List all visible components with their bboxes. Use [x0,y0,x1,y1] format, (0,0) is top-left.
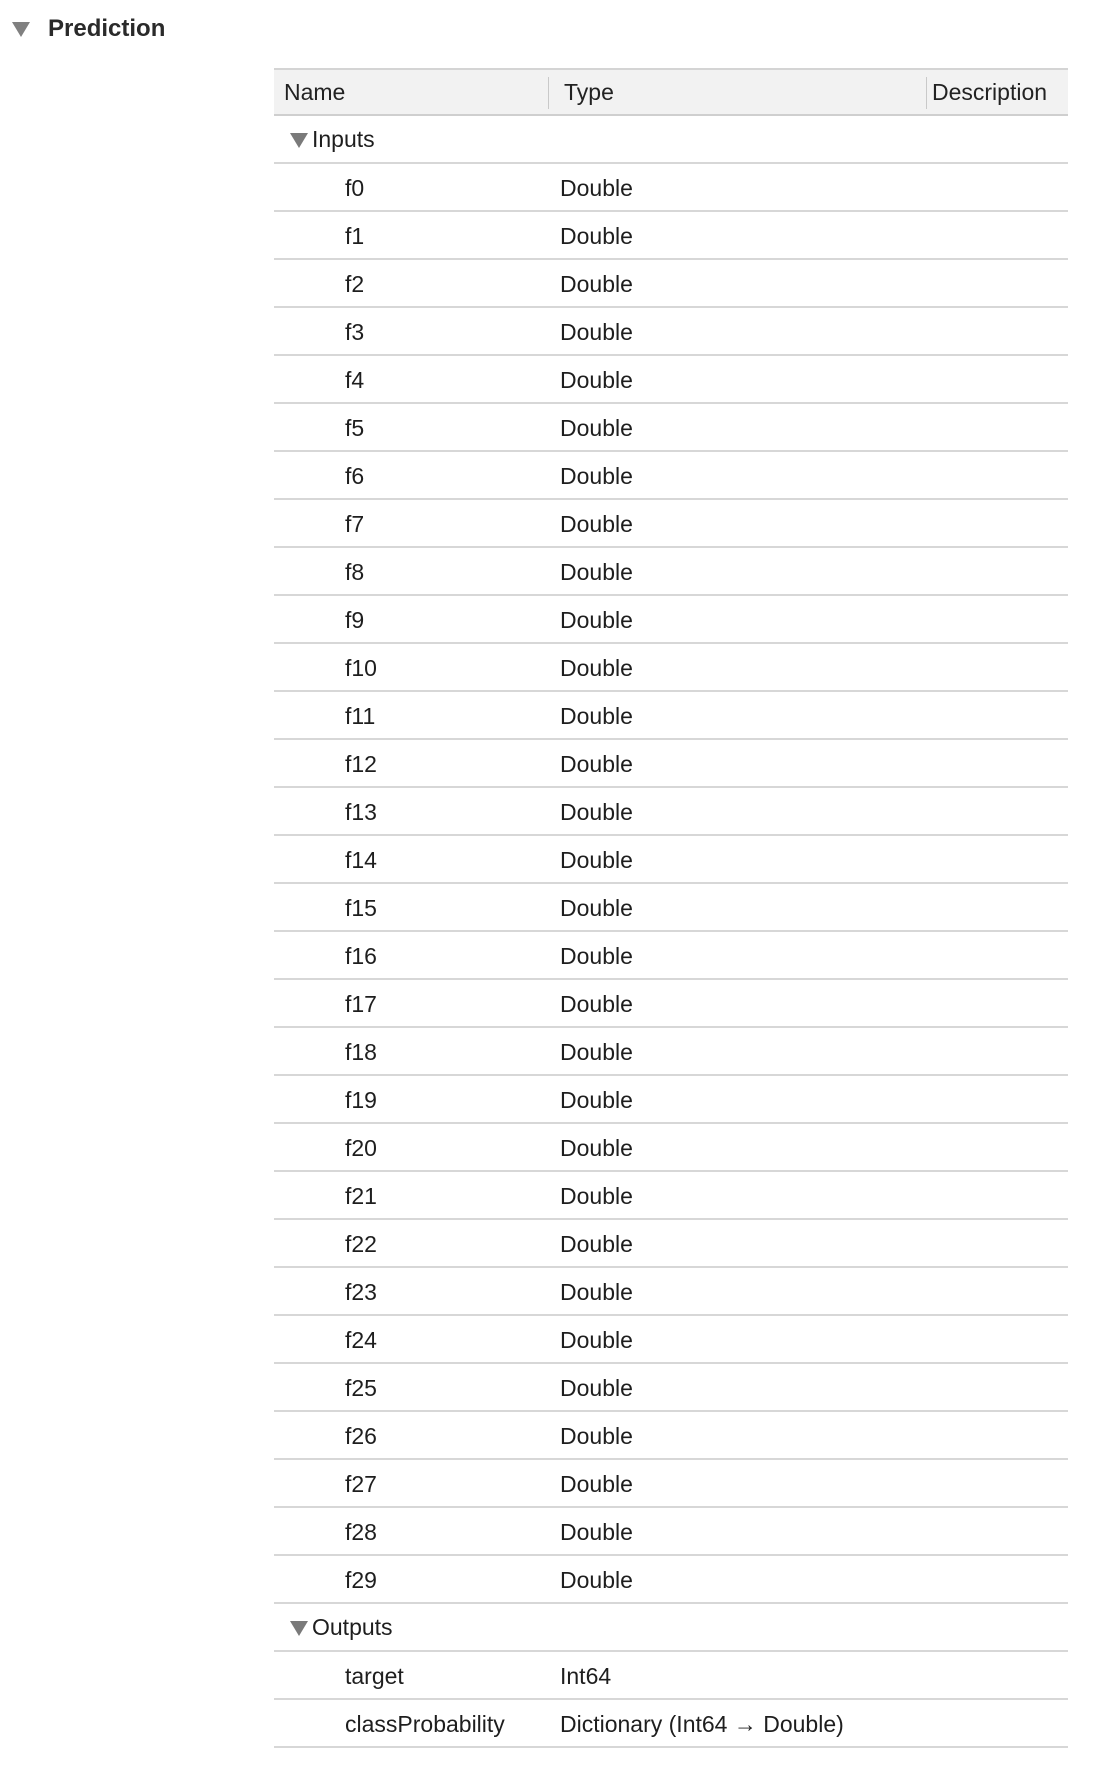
feature-name: f20 [345,1135,377,1161]
feature-type: Double [560,367,633,393]
disclosure-triangle-icon[interactable] [290,133,308,148]
table-row[interactable] [274,644,1068,692]
feature-name: classProbability [345,1711,505,1737]
feature-name: f17 [345,991,377,1017]
feature-type: Double [560,1471,633,1497]
table-row[interactable] [274,1268,1068,1316]
feature-type: Double [560,463,633,489]
feature-name: f2 [345,271,365,297]
table-row[interactable] [274,1316,1068,1364]
feature-name: f6 [345,463,365,489]
feature-type: Double [560,511,633,537]
feature-name: f16 [345,943,377,969]
table-row[interactable] [274,788,1068,836]
feature-type: Double [560,751,633,777]
table-row[interactable] [274,1028,1068,1076]
feature-name: f29 [345,1567,377,1593]
table-row[interactable] [274,452,1068,500]
feature-type: Double [560,1279,633,1305]
feature-name: f25 [345,1375,377,1401]
feature-name: f9 [345,607,365,633]
feature-name: f15 [345,895,377,921]
prediction-section-header[interactable] [12,12,165,46]
feature-type: Int64 [560,1663,612,1689]
feature-name: f28 [345,1519,377,1545]
feature-name: f13 [345,799,377,825]
table-row[interactable] [274,692,1068,740]
feature-name: f3 [345,319,365,345]
group-row-inputs[interactable] [274,116,1068,164]
table-row[interactable] [274,1700,1068,1748]
table-row[interactable] [274,1172,1068,1220]
table-body [274,116,1068,1748]
table-row[interactable] [274,1124,1068,1172]
table-row[interactable] [274,356,1068,404]
table-row[interactable] [274,308,1068,356]
disclosure-triangle-icon[interactable] [12,22,30,37]
feature-name: f1 [345,223,365,249]
feature-name: f26 [345,1423,377,1449]
feature-type: Double [560,1423,633,1449]
table-row[interactable] [274,884,1068,932]
feature-type: Dictionary (Int64 → Double) [560,1711,844,1737]
feature-name: f5 [345,415,365,441]
feature-name: f21 [345,1183,377,1209]
table-row[interactable] [274,980,1068,1028]
feature-type: Double [560,415,633,441]
feature-type: Double [560,943,633,969]
table-row[interactable] [274,1412,1068,1460]
feature-type: Double [560,1231,633,1257]
feature-name: f22 [345,1231,377,1257]
column-divider[interactable] [926,77,927,109]
table-row[interactable] [274,260,1068,308]
feature-name: f8 [345,559,365,585]
feature-type: Double [560,991,633,1017]
feature-name: f11 [345,703,376,729]
feature-name: f0 [345,175,365,201]
table-row[interactable] [274,596,1068,644]
feature-name: f7 [345,511,365,537]
feature-type: Double [560,559,633,585]
feature-name: f10 [345,655,377,681]
table-row[interactable] [274,1460,1068,1508]
column-header-type[interactable]: Type [564,79,614,105]
feature-type: Double [560,175,633,201]
disclosure-triangle-icon[interactable] [290,1621,308,1636]
feature-type: Double [560,271,633,297]
feature-type: Double [560,1567,633,1593]
feature-name: f18 [345,1039,377,1065]
group-label: Outputs [312,1614,393,1640]
feature-type: Double [560,607,633,633]
column-header-name[interactable]: Name [284,79,346,105]
feature-type: Double [560,1039,633,1065]
feature-type: Double [560,1135,633,1161]
table-row[interactable] [274,1076,1068,1124]
feature-type: Double [560,223,633,249]
feature-name: f19 [345,1087,377,1113]
group-row-outputs[interactable] [274,1604,1068,1652]
table-row[interactable] [274,164,1068,212]
feature-type: Double [560,1087,633,1113]
feature-type: Double [560,1375,633,1401]
section-title: Prediction [48,15,166,42]
table-row[interactable] [274,212,1068,260]
table-row[interactable] [274,1364,1068,1412]
feature-name: f27 [345,1471,377,1497]
feature-name: f12 [345,751,377,777]
feature-type: Double [560,703,633,729]
table-row[interactable] [274,1220,1068,1268]
feature-type: Double [560,895,633,921]
feature-name: f23 [345,1279,377,1305]
feature-type: Double [560,1519,633,1545]
column-divider[interactable] [548,77,549,109]
table-row[interactable] [274,1556,1068,1604]
feature-type: Double [560,799,633,825]
feature-name: f4 [345,367,365,393]
table-row[interactable] [274,548,1068,596]
feature-type: Double [560,1327,633,1353]
table-row[interactable] [274,1508,1068,1556]
feature-type: Double [560,847,633,873]
table-row[interactable] [274,404,1068,452]
table-row[interactable] [274,836,1068,884]
table-row[interactable] [274,1652,1068,1700]
group-label: Inputs [312,126,375,152]
feature-name: target [345,1663,404,1689]
feature-name: f14 [345,847,377,873]
feature-type: Double [560,319,633,345]
table-row[interactable] [274,740,1068,788]
table-row[interactable] [274,932,1068,980]
table-row[interactable] [274,500,1068,548]
feature-type: Double [560,1183,633,1209]
feature-name: f24 [345,1327,377,1353]
feature-type: Double [560,655,633,681]
table-header [274,68,1068,116]
feature-table [274,68,1068,1748]
column-header-description[interactable]: Description [932,79,1048,105]
